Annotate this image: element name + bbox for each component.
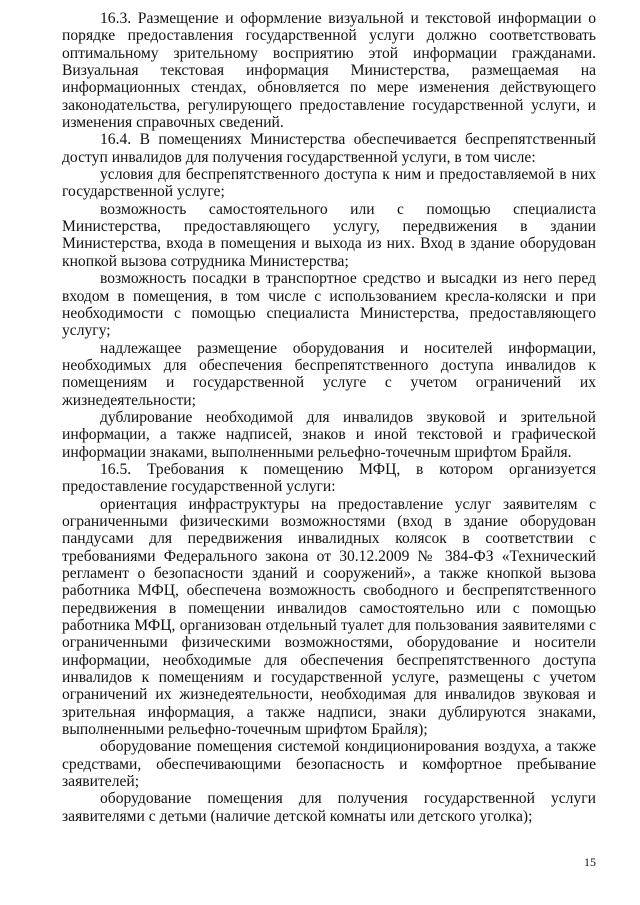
list-item-access-conditions: условия для беспрепятственного доступа к ним и предоставляемой в них государственной услуге;	[62, 166, 596, 201]
list-item-children-room: оборудование помещения для получения государственной услуги заявителями с детьми (наличие детской комнаты или детского уголка);	[62, 790, 596, 825]
document-page	[62, 10, 596, 825]
paragraph-16-5: 16.5. Требования к помещению МФЦ, в котором организуется предоставление государственной услуги:	[62, 460, 596, 496]
list-item-air-conditioning: оборудование помещения системой кондиционирования воздуха, а также средствами, обеспечивающими безопасность и комфортное пребывание заявителей;	[62, 738, 596, 791]
list-item-equipment-placement: надлежащее размещение оборудования и носителей информации, необходимых для обеспечения беспрепятственного доступа инвалидов к помещениям и государственной услуге с учетом ограничений их жизнедеятельности;	[62, 339, 596, 409]
list-item-transport: возможность посадки в транспортное средство и высадки из него перед входом в помещения, в том числе с использованием кресла-коляски и при необходимости с помощью специалиста Министерства, предоставляющего услугу;	[62, 270, 596, 340]
list-item-movement: возможность самостоятельного или с помощью специалиста Министерства, предоставляющего услугу, передвижения в здании Министерства, входа в помещения и выхода из них. Вход в здание оборудован кнопкой вызова сотрудника Министерства;	[62, 200, 596, 270]
list-item-infrastructure: ориентация инфраструктуры на предоставление услуг заявителям с ограниченными физическими возможностями (вход в здание оборудован пандусами для передвижения инвалидных колясок в соответствии с требованиями Федерального закона от 30.12.2009 № 384-ФЗ «Технический регламент о безопасности зданий и сооружений», а также кнопкой вызова работника МФЦ, обеспечена возможность свободного и беспрепятственного передвижения в помещении инвалидов самостоятельно или с помощью работника МФЦ, организован отдельный туалет для пользования заявителями с ограниченными физическими возможностями, оборудование и носители информации, необходимые для обеспечения беспрепятственного доступа инвалидов к помещениям и государственной услуге, размещены с учетом ограничений их жизнедеятельности, необходимая для инвалидов звуковая и зрительная информация, а также надписи, знаки дублируются знаками, выполненными рельефно-точечным шрифтом Брайля);	[62, 495, 596, 739]
paragraph-16-3: 16.3. Размещение и оформление визуальной и текстовой информации о порядке предоставления государственной услуги должно соответствовать оптимальному зрительному восприятию этой информации гражданами. Визуальная текстовая информация Министерства, размещаемая на информационных стендах, обновляется по мере изменения действующего законодательства, регулирующего предоставление государственной услуги, и изменения справочных сведений.	[62, 10, 596, 132]
list-item-duplication: дублирование необходимой для инвалидов звуковой и зрительной информации, а также надписей, знаков и иной текстовой и графической информации знаками, выполненными рельефно-точечным шрифтом Брайля.	[62, 408, 596, 461]
paragraph-16-4: 16.4. В помещениях Министерства обеспечивается беспрепятственный доступ инвалидов для получения государственной услуги, в том числе:	[62, 131, 596, 166]
page-number: 15	[584, 855, 596, 869]
